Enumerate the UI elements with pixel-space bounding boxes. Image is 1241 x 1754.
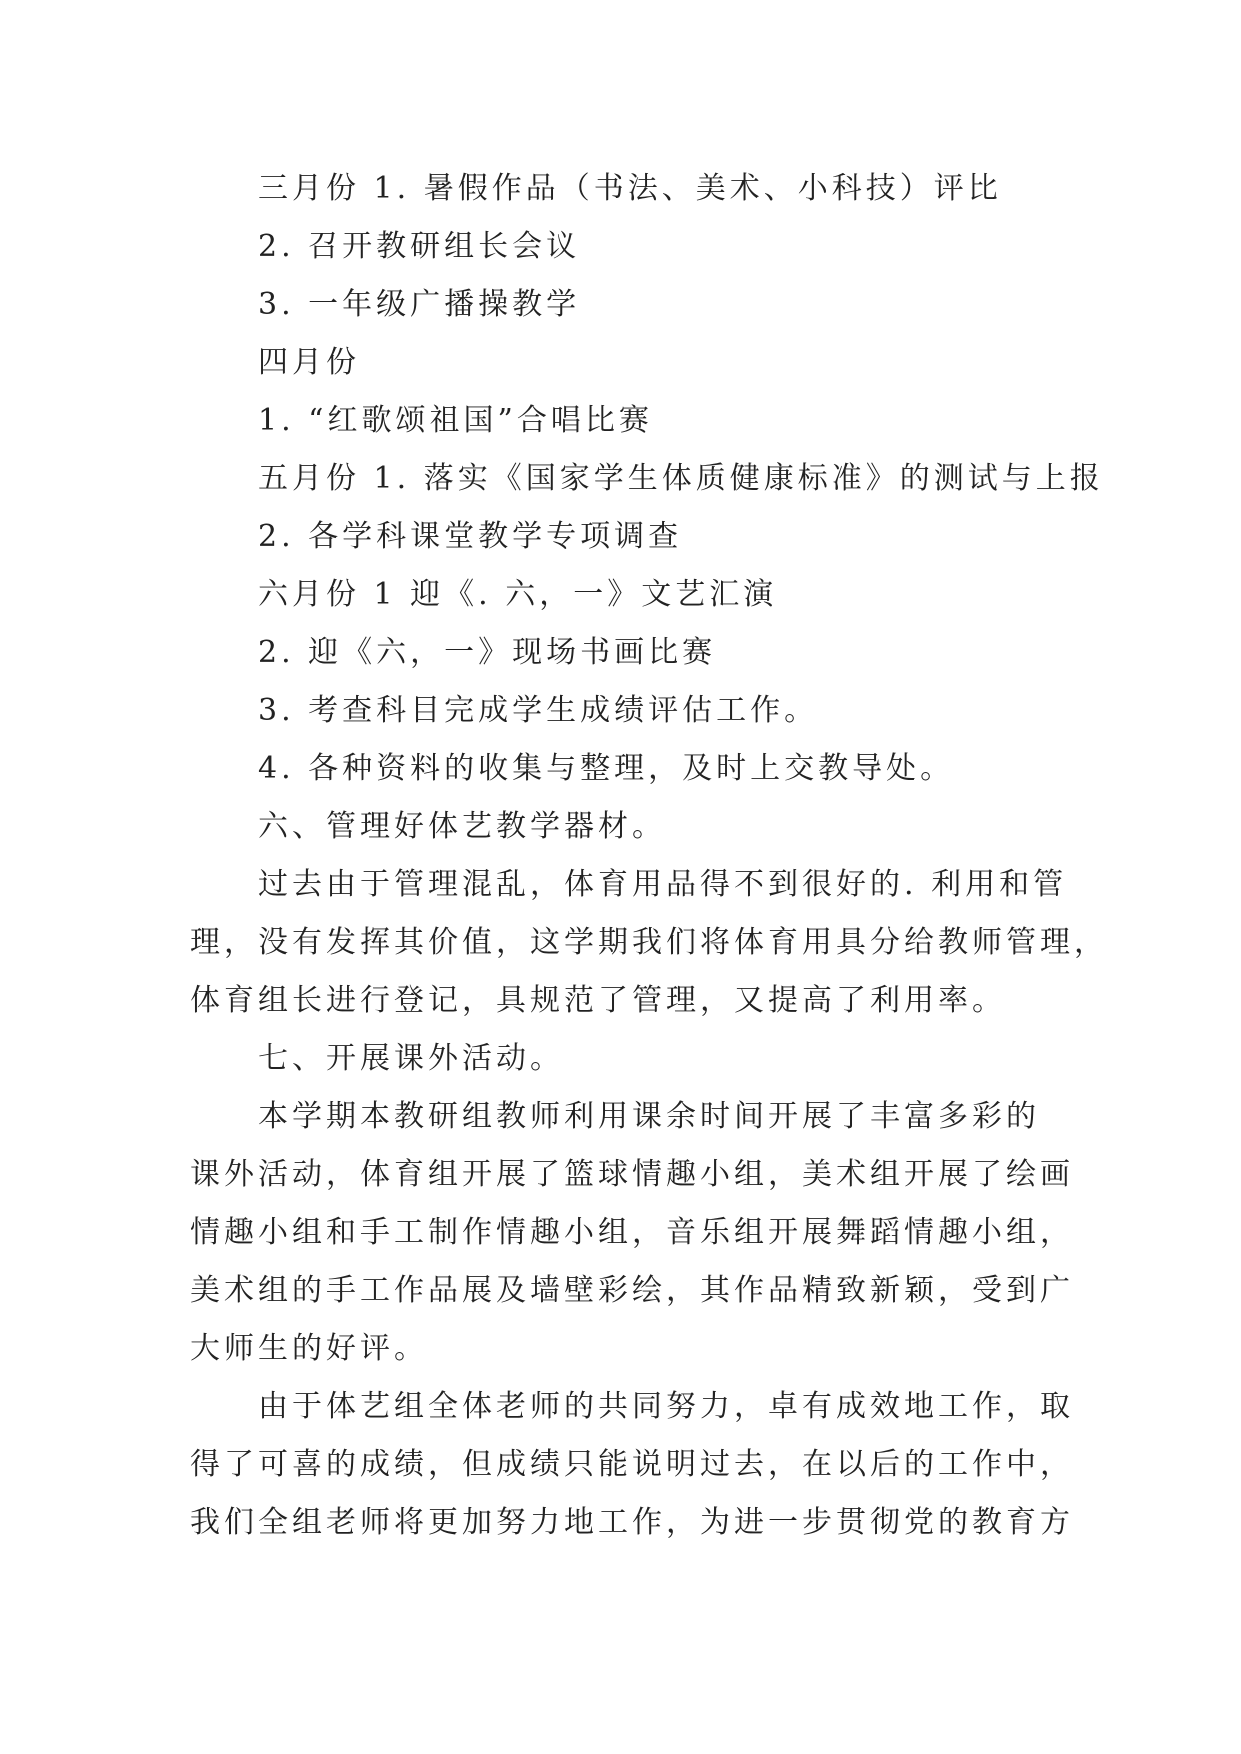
paragraph-line: 四月份 [258,345,360,380]
paragraph-line: 过去由于管理混乱，体育用品得不到很好的. 利用和管 [258,867,1068,902]
paragraph-line: 3. 考查科目完成学生成绩评估工作。 [258,693,819,728]
paragraph-line: 情趣小组和手工制作情趣小组，音乐组开展舞蹈情趣小组， [190,1215,1074,1250]
paragraph-line: 理，没有发挥其价值，这学期我们将体育用具分给教师管理， [190,925,1108,960]
paragraph-line: 2. 迎《六，一》现场书画比赛 [258,635,717,670]
paragraph-line: 体育组长进行登记，具规范了管理，又提高了利用率。 [190,983,1006,1018]
paragraph-line: 六月份 1 迎《. 六，一》文艺汇演 [258,577,778,612]
paragraph-line: 本学期本教研组教师利用课余时间开展了丰富多彩的 [258,1099,1040,1134]
section-heading: 七、开展课外活动。 [258,1041,564,1076]
paragraph-line: 2. 各学科课堂教学专项调查 [258,519,683,554]
paragraph-line: 4. 各种资料的收集与整理，及时上交教导处。 [258,751,955,786]
document-body [190,160,1108,1552]
paragraph-line: 五月份 1. 落实《国家学生体质健康标准》的测试与上报 [258,461,1104,496]
section-heading: 六、管理好体艺教学器材。 [258,809,666,844]
paragraph-line: 3. 一年级广播操教学 [258,287,581,322]
paragraph-line: 我们全组老师将更加努力地工作，为进一步贯彻党的教育方 [190,1505,1074,1540]
paragraph-line: 1. “红歌颂祖国”合唱比赛 [258,403,653,438]
paragraph-line: 2. 召开教研组长会议 [258,229,581,264]
paragraph-line: 得了可喜的成绩，但成绩只能说明过去，在以后的工作中， [190,1447,1074,1482]
paragraph-line: 大师生的好评。 [190,1331,428,1366]
paragraph-line: 由于体艺组全体老师的共同努力，卓有成效地工作，取 [258,1389,1074,1424]
paragraph-line: 三月份 1. 暑假作品（书法、美术、小科技）评比 [258,171,1002,206]
paragraph-line: 美术组的手工作品展及墙壁彩绘，其作品精致新颖，受到广 [190,1273,1074,1308]
paragraph-line: 课外活动，体育组开展了篮球情趣小组，美术组开展了绘画 [190,1157,1074,1192]
